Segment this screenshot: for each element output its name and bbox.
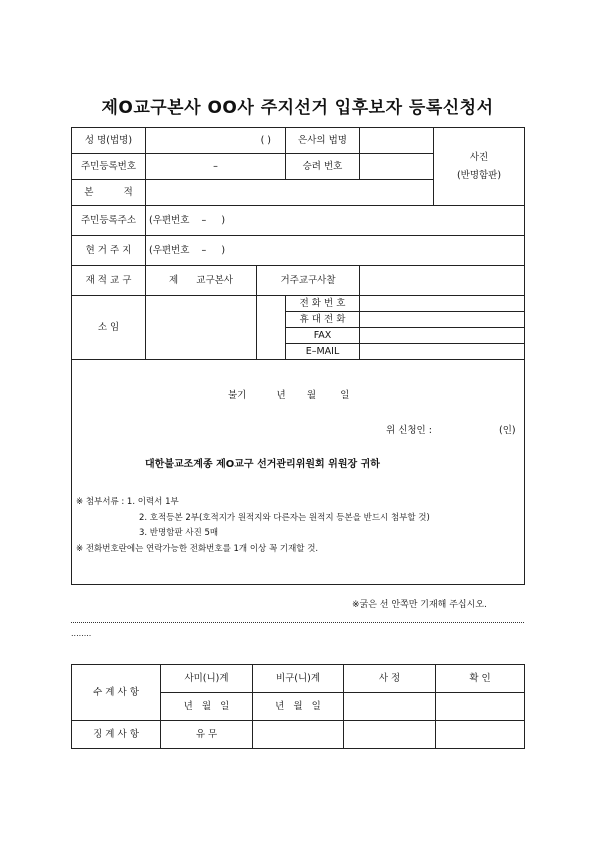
resident-id-dash: – [213, 161, 218, 172]
phone-label: 전 화 번 호 [286, 296, 360, 312]
attachments-line-3: 3. 반명함판 사진 5매 [139, 528, 219, 538]
resident-id-field[interactable] [146, 154, 286, 180]
district-value[interactable]: 제 교구본사 [146, 266, 257, 296]
residence-temple-field[interactable] [360, 266, 525, 296]
application-form-table [71, 127, 525, 585]
confirm-header: 확 인 [436, 665, 525, 693]
name-field[interactable] [146, 128, 286, 154]
form-title: 제O교구본사 OO사 주지선거 입후보자 등록신청서 [101, 98, 494, 118]
district-label: 재 적 교 구 [72, 266, 146, 296]
disciplinary-field-4[interactable] [436, 721, 525, 749]
office-use-table [71, 664, 525, 749]
position-label: 소 임 [72, 296, 146, 360]
disciplinary-field-3[interactable] [344, 721, 436, 749]
residence-temple-label: 거주교구사찰 [257, 266, 360, 296]
photo-label: 사진 [469, 151, 489, 163]
current-address-label: 현 거 주 지 [72, 236, 146, 266]
mobile-label: 휴 대 전 화 [286, 312, 360, 328]
email-label: E–MAIL [286, 344, 360, 360]
domicile-field[interactable] [146, 180, 434, 206]
temple-master-label: 은사의 법명 [286, 128, 360, 154]
samini-precept-header: 사미(니)계 [161, 665, 253, 693]
phone-note: ※ 전화번호란에는 연락가능한 전화번호를 1개 이상 꼭 기재할 것. [76, 544, 319, 554]
disciplinary-value[interactable]: 유 무 [161, 721, 253, 749]
biguni-precept-header: 비구(니)계 [253, 665, 344, 693]
applicant-label: 위 신청인 : [386, 425, 432, 436]
fill-instruction: ※굵은 선 안쪽만 기재해 주십시오. [352, 600, 487, 610]
fax-field[interactable] [360, 328, 525, 344]
precepts-label: 수 계 사 항 [72, 665, 161, 721]
position-field-extension [257, 296, 286, 360]
ordination-number-field[interactable] [360, 154, 434, 180]
attachments-line-1: ※ 첨부서류 : 1. 이력서 1부 [76, 497, 179, 507]
attachments-line-2: 2. 호적등본 2부(호적지가 원적지와 다른자는 원적지 등본을 반드시 첨부할 것) [139, 513, 430, 523]
name-paren: ( ) [260, 135, 271, 146]
photo-size-label: (반명함판) [456, 169, 502, 181]
domicile-label: 본 적 [72, 180, 146, 206]
review-field[interactable] [344, 693, 436, 721]
photo-box[interactable] [434, 128, 525, 206]
disciplinary-field-2[interactable] [253, 721, 344, 749]
position-field[interactable] [146, 296, 257, 360]
current-address-field[interactable]: (우편번호 – ) [146, 236, 525, 266]
fax-label: FAX [286, 328, 360, 344]
declaration-area [72, 360, 525, 585]
review-header: 사 정 [344, 665, 436, 693]
email-field[interactable] [360, 344, 525, 360]
cut-line [71, 622, 524, 623]
disciplinary-label: 징 계 사 항 [72, 721, 161, 749]
mobile-field[interactable] [360, 312, 525, 328]
resident-id-label: 주민등록번호 [72, 154, 146, 180]
temple-master-field[interactable] [360, 128, 434, 154]
name-label: 성 명(법명) [72, 128, 146, 154]
samini-precept-date[interactable]: 년 월 일 [161, 693, 253, 721]
addressee: 대한불교조계종 제O교구 선거관리위원회 위원장 귀하 [145, 459, 380, 470]
registered-address-label: 주민등록주소 [72, 206, 146, 236]
ordination-number-label: 승려 번호 [286, 154, 360, 180]
seal-mark: (인) [499, 425, 516, 436]
registered-address-field[interactable]: (우편번호 – ) [146, 206, 525, 236]
biguni-precept-date[interactable]: 년 월 일 [253, 693, 344, 721]
confirm-field[interactable] [436, 693, 525, 721]
date-line: 불기 년 월 일 [228, 390, 350, 401]
phone-field[interactable] [360, 296, 525, 312]
cut-line-continuation: ........ [71, 629, 92, 638]
